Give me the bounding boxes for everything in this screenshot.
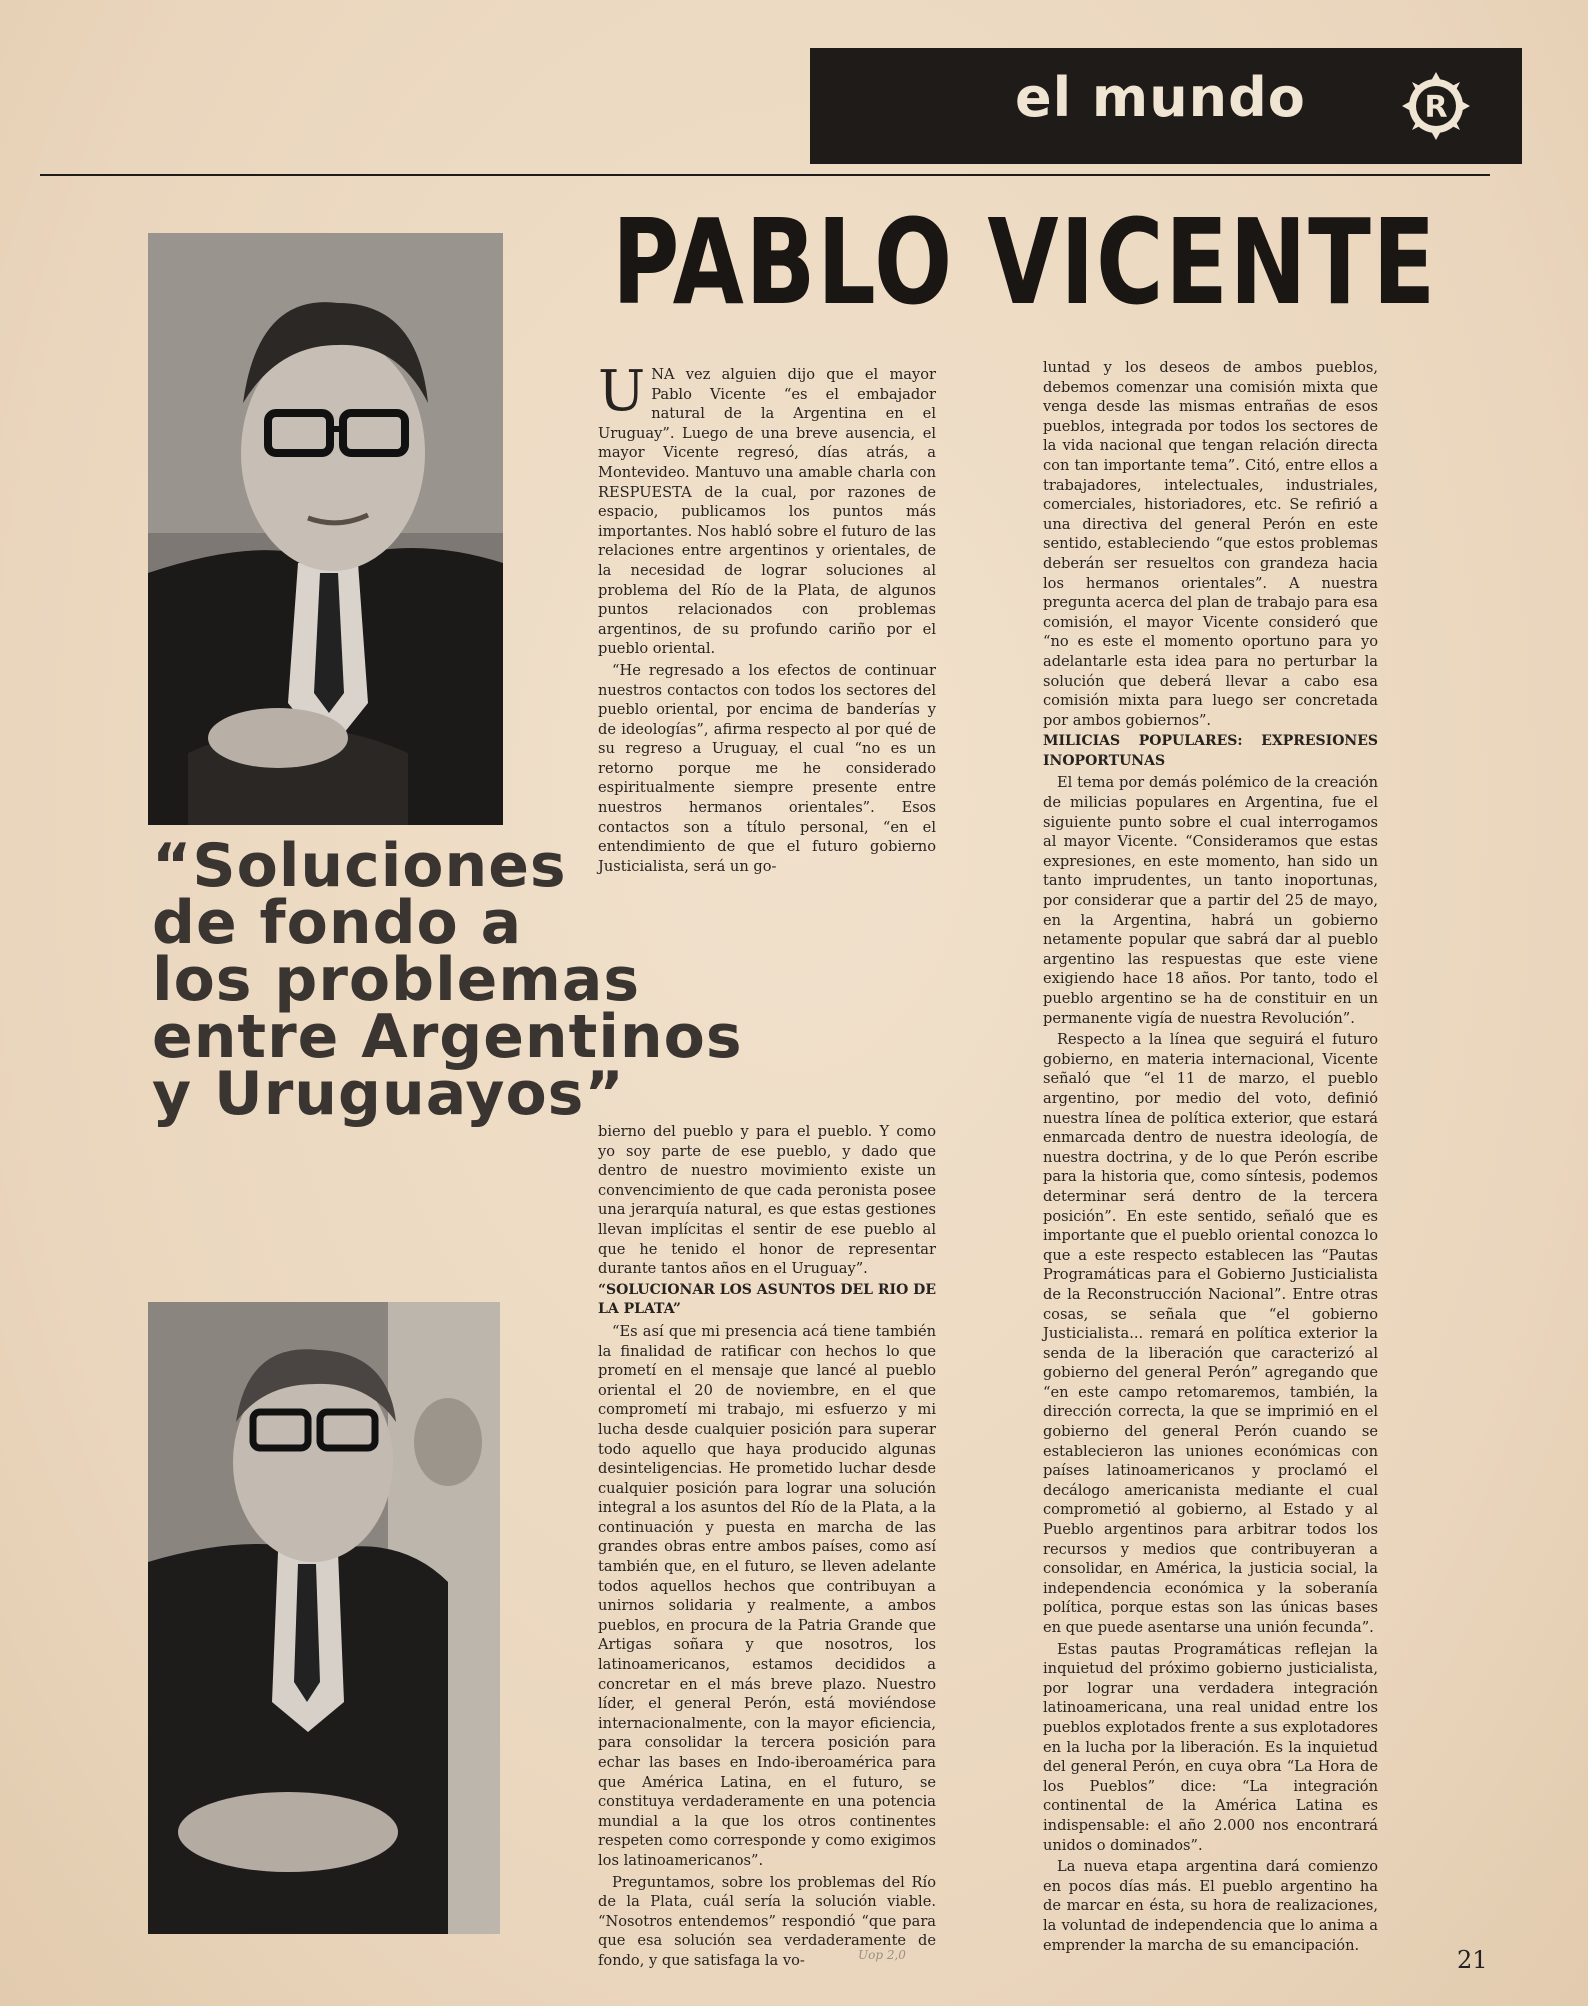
paragraph: Respecto a la línea que seguirá el futuro gobierno, en materia internacional, Vicente señaló que “el 11 de marzo, el pueblo argentino, por medio del voto, definió nuestra línea de política exterior, que estará enmarcada dentro de nuestra ideología, de nuestra doctrina, y de lo que Perón escribe para la historia que, como síntesis, podemos determinar será dentro de la tercera posición”. En este sentido, señaló que es importante que el pueblo oriental conozca lo que a este respecto establecen las “Pautas Programáticas para el Gobierno Justicialista de la Reconstrucción Nacional”. Entre otras cosas, se señala que “el gobierno Justicialista... remará en política exterior la senda de la liberación que caracterizó al gobierno del general Perón” agregando que “en este campo retomaremos, también, la dirección correcta, la que se imprimió en el gobierno del general Perón cuando se establecieron las uniones económicas con países latinoamericanos y proclamó el decálogo americanista mediante el cual comprometió al gobierno, al Estado y al Pueblo argentinos para arbitrar todos los recursos y medios que contribuyeran a consolidar, en América, la justicia social, la independencia económica y la soberanía política, porque estas son las únicas bases en que puede asentarse una unión fecunda”. [1043, 1031, 1378, 1636]
paragraph: Preguntamos, sobre los problemas del Río de la Plata, cuál sería la solución viable. “Nosotros entendemos” respondió “que para que esa solución sea verdaderamente de fondo, y que satisfaga la vo- [598, 1873, 936, 1969]
section-label: el mundo [1015, 66, 1306, 129]
paragraph: El tema por demás polémico de la creación de milicias populares en Argentina, fue el siguiente punto sobre el cual interrogamos al mayor Vicente. “Consideramos que estas expresiones, en este momento, han sido un tanto imprudentes, un tanto inoportunas, por considerar que a partir del 25 de mayo, en la Argentina, habrá un gobierno netamente popular que sabrá dar al pueblo argentino las respuestas que este viene exigiendo hace 18 años. Por tanto, todo el pueblo argentino se ha de constituir en un permanente vigía de nuestra Revolución”. [1043, 774, 1378, 1027]
pull-quote-line: y Uruguayos” [152, 1059, 625, 1129]
paragraph: Estas pautas Programáticas reflejan la inquietud del próximo gobierno justicialista, por lograr una verdadera integración latinoamericana, una real unidad entre los pueblos explotados frente a sus explotadores en la lucha por la liberación. Es la inquietud del general Perón, en cuya obra “La Hora de los Pueblos” dice: “La integración continental de la América Latina es indispensable: el año 2.000 nos encontrará unidos o dominados”. [1043, 1640, 1378, 1854]
article-column-a [598, 359, 936, 878]
paragraph: “He regresado a los efectos de continuar nuestros contactos con todos los sectores del pueblo oriental, por encima de banderías y de ideologías”, afirma respecto al por qué de su regreso a Uruguay, el cual “no es un retorno porque me he considerado espiritualmente siempre presente entre nuestros hermanos orientales”. Esos contactos son a título personal, “en el entendimiento de que el futuro gobierno Justicialista, será un go- [598, 661, 936, 875]
margin-stamp: Uop 2,0 [858, 1948, 906, 1962]
paragraph: bierno del pueblo y para el pueblo. Y como yo soy parte de ese pueblo, y dado que dentro de nuestro movimiento existe un convencimiento de que cada peronista posee una jerarquía natural, es que estas gestiones llevan implícitas el sentir de ese pueblo al que he tenido el honor de representar durante tantos años en el Uruguay”. [598, 1123, 936, 1278]
pull-quote-line: los problemas [152, 945, 641, 1015]
pull-quote-line: “Soluciones [152, 831, 567, 901]
header-rule [40, 174, 1490, 176]
pull-quote [152, 831, 1012, 1129]
subheading: “SOLUCIONAR LOS ASUNTOS DEL RIO DE LA PLATA” [598, 1281, 936, 1318]
article-column-b [598, 1122, 936, 1973]
article-headline: PABLO VICENTE [612, 193, 1437, 331]
pull-quote-line: de fondo a [152, 888, 523, 958]
portrait-photo-bottom [148, 1302, 500, 1934]
paragraph: luntad y los deseos de ambos pueblos, debemos comenzar una comisión mixta que venga desde las mismas entrañas de esos pueblos, integrada por todos los sectores de la vida nacional que tengan relación directa con tan importante tema”. Citó, entre ellos a trabajadores, intelectuales, industriales, comerciales, historiadores, etc. Se refirió a una directiva del general Perón en este sentido, estableciendo “que estos problemas deberán ser resueltos con grandeza hacia los hermanos orientales”. A nuestra pregunta acerca del plan de trabajo para esa comisión, el mayor Vicente consideró que “no es este el momento oportuno para yo adelantarle esta idea para no perturbar la solución que deberá llevar a cabo esa comisión mixta para luego ser concretada por ambos gobiernos”. [1043, 359, 1378, 729]
drop-cap: U [598, 359, 646, 424]
respuesta-logo-icon [1400, 70, 1472, 142]
page-number: 21 [1457, 1946, 1488, 1974]
subheading: MILICIAS POPULARES: EXPRESIONES INOPORTUNAS [1043, 733, 1378, 769]
logo-letter: R [1424, 90, 1448, 125]
portrait-photo-top [148, 233, 503, 825]
article-column-c [1043, 358, 1378, 1957]
paragraph: La nueva etapa argentina dará comienzo en pocos días más. El pueblo argentino ha de marcar en ésta, su hora de realizaciones, la voluntad de independencia que lo anima a emprender la marcha de su emancipación. [1043, 1858, 1378, 1954]
paragraph: “Es así que mi presencia acá tiene también la finalidad de ratificar con hechos lo que prometí en el mensaje que lancé al pueblo oriental el 20 de noviembre, en el que comprometí mi trabajo, mi esfuerzo y mi lucha desde cualquier posición para superar todo aquello que haya producido algunas desinteligencias. He prometido luchar desde cualquier posición para lograr una solución integral a los asuntos del Río de la Plata, a la continuación y puesta en marcha de las grandes obras entre ambos países, como así también que, en el futuro, se lleven adelante todos aquellos hechos que contribuyan a unirnos solidaria y realmente, a ambos pueblos, en procura de la Patria Grande que Artigas soñara y que nosotros, los latinoamericanos, estamos decididos a concretar en el más breve plazo. Nuestro líder, el general Perón, está moviéndose internacionalmente, con la mayor eficiencia, para consolidar la tercera posición para echar las bases en Indo-iberoamérica para que América Latina, en el futuro, se constituya verdaderamente en una potencia mundial a la que los otros continentes respeten como corresponde y como exigimos los latinoamericanos”. [598, 1322, 936, 1869]
section-banner [810, 48, 1522, 164]
paragraph: NA vez alguien dijo que el mayor Pablo Vicente “es el embajador natural de la Argentina en el Uruguay”. Luego de una breve ausencia, el mayor Vicente regresó, días atrás, a Montevideo. Mantuvo una amable charla con RESPUESTA de la cual, por razones de espacio, publicamos los puntos más importantes. Nos habló sobre el futuro de las relaciones entre argentinos y orientales, de la necesidad de lograr soluciones al problema del Río de la Plata, de algunos puntos relacionados con problemas argentinos, de su profundo cariño por el pueblo oriental. [598, 366, 936, 658]
pull-quote-line: entre Argentinos [152, 1002, 743, 1072]
